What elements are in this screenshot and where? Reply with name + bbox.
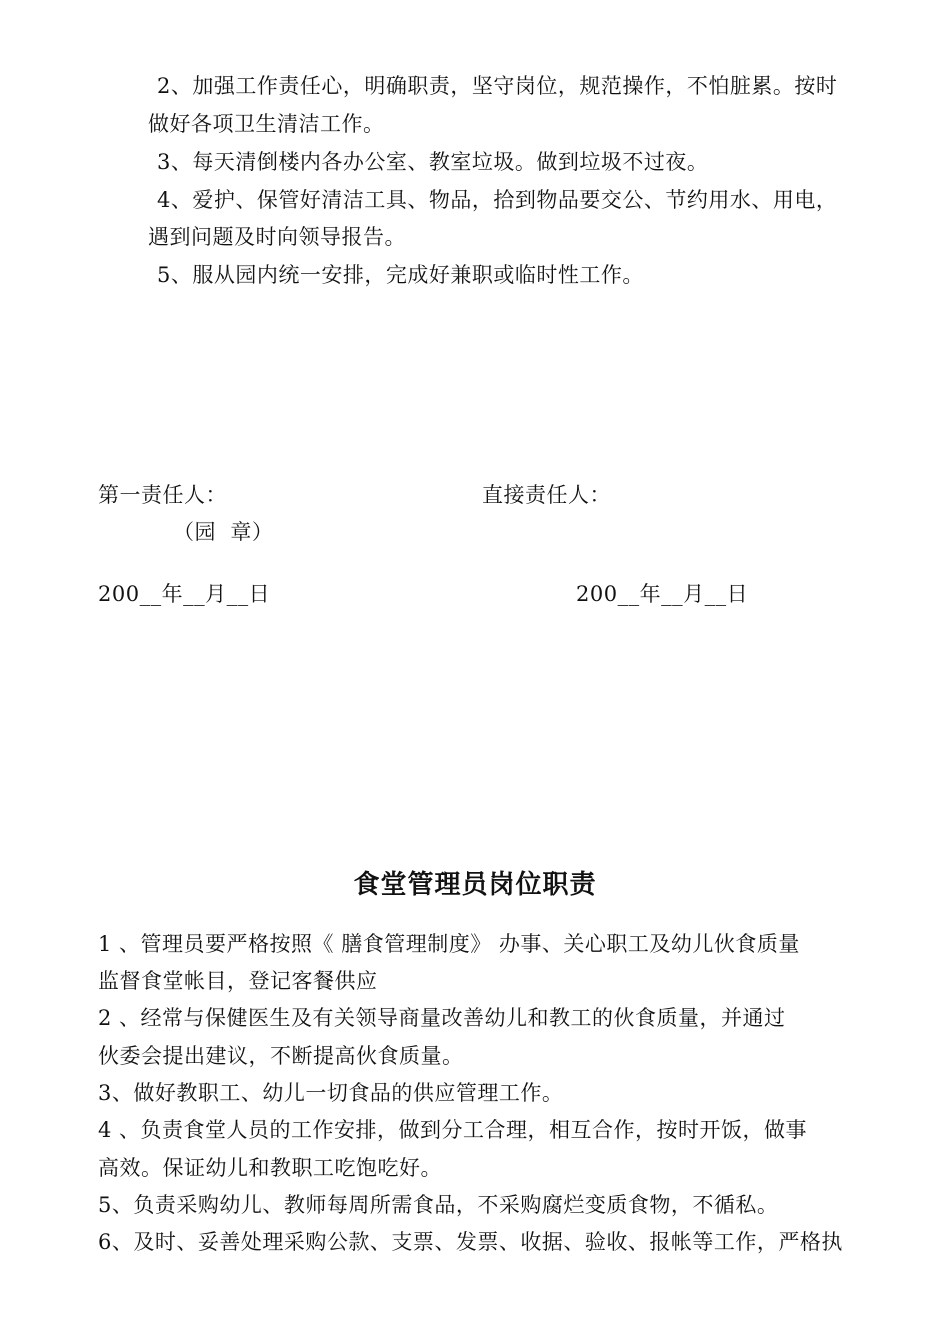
date-left: 200__年__月__日 <box>98 582 271 606</box>
canteen-item-6-line1: 6、及时、妥善处理采购公款、支票、发票、收据、验收、报帐等工作，严格执 <box>98 1230 843 1254</box>
duty-item-3: 3、每天清倒楼内各办公室、教室垃圾。做到垃圾不过夜。 <box>157 150 709 174</box>
section-title: 食堂管理员岗位职责 <box>353 870 597 900</box>
duty-item-2-line1: 2、加强工作责任心，明确职责，坚守岗位，规范操作，不怕脏累。按时 <box>157 74 838 98</box>
seal-label: （园 章） <box>173 520 274 544</box>
canteen-item-4-line1: 4 、负责食堂人员的工作安排，做到分工合理，相互合作，按时开饭，做事 <box>98 1118 808 1142</box>
duty-item-5: 5、服从园内统一安排，完成好兼职或临时性工作。 <box>157 263 644 287</box>
canteen-item-2-line1: 2 、经常与保健医生及有关领导商量改善幼儿和教工的伙食质量，并通过 <box>98 1006 786 1030</box>
duty-item-4-line1: 4、爱护、保管好清洁工具、物品，拾到物品要交公、节约用水、用电， <box>157 188 838 212</box>
duty-item-2-line2: 做好各项卫生清洁工作。 <box>148 112 385 136</box>
date-right: 200__年__月__日 <box>576 582 749 606</box>
canteen-item-2-line2: 伙委会提出建议，不断提高伙食质量。 <box>98 1044 464 1068</box>
direct-responsible-label: 直接责任人： <box>482 483 611 507</box>
duty-item-4-line2: 遇到问题及时向领导报告。 <box>148 225 406 249</box>
first-responsible-label: 第一责任人： <box>98 483 227 507</box>
canteen-item-1-line2: 监督食堂帐目，登记客餐供应 <box>98 969 378 993</box>
canteen-item-5: 5、负责采购幼儿、教师每周所需食品，不采购腐烂变质食物，不循私。 <box>98 1193 779 1217</box>
canteen-item-1-line1: 1 、管理员要严格按照《 膳食管理制度》 办事、关心职工及幼儿伙食质量 <box>98 932 800 956</box>
canteen-item-3: 3、做好教职工、幼儿一切食品的供应管理工作。 <box>98 1081 564 1105</box>
canteen-item-4-line2: 高效。保证幼儿和教职工吃饱吃好。 <box>98 1156 442 1180</box>
